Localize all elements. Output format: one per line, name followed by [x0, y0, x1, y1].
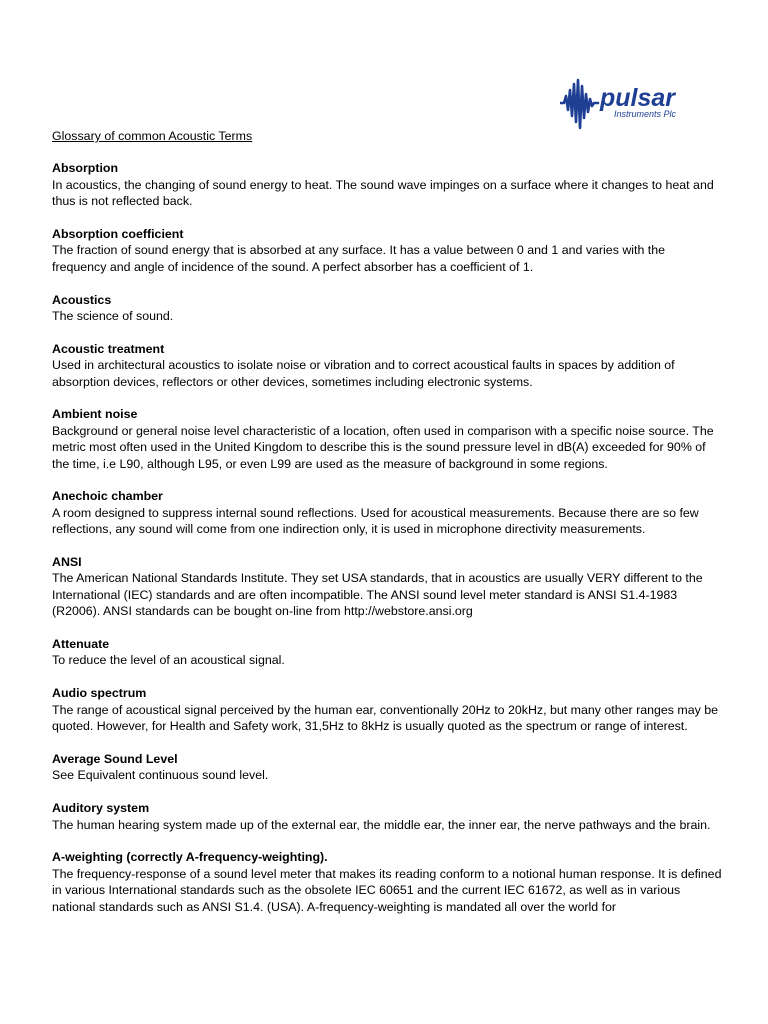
glossary-entry: [52, 341, 722, 390]
glossary-term: Ambient noise: [52, 407, 138, 422]
glossary-entry: [52, 160, 722, 209]
pulsar-logo-graphic: [560, 72, 710, 134]
glossary-definition: The frequency-response of a sound level meter that makes its reading conform to a notional human response. It is defined in various International standards such as the obsolete IEC 60651 and the current IEC 61672, as well as in various national standards such as ANSI S1.4. (USA). A-frequency-weighting is mandated all over the world for: [52, 866, 722, 914]
page-title: Glossary of common Acoustic Terms: [52, 129, 253, 143]
glossary-entry: [52, 292, 722, 325]
glossary-term: Average Sound Level: [52, 751, 178, 766]
glossary-definition: See Equivalent continuous sound level.: [52, 768, 269, 783]
glossary-definition: The range of acoustical signal perceived by the human ear, conventionally 20Hz to 20kHz, but many other ranges may be quoted. However, for Health and Safety work, 31,5Hz to 8kHz is usually quoted as the spectrum or range of interest.: [52, 702, 719, 734]
glossary-term: ANSI: [52, 555, 82, 570]
glossary-entry: [52, 406, 722, 472]
glossary-definition: To reduce the level of an acoustical signal.: [52, 653, 285, 668]
glossary-entry: [52, 636, 722, 669]
glossary-entry: [52, 488, 722, 537]
glossary-entry: [52, 751, 722, 784]
pulsar-logo: [560, 72, 710, 134]
glossary-term: Attenuate: [52, 637, 110, 652]
glossary-definition: Background or general noise level characteristic of a location, often used in comparison with a specific noise source. The metric most often used in the United Kingdom to describe this is the sound pressure level in dB(A) exceeded for 90% of the time, i.e L90, although L95, or even L99 are used as the measure of background in some regions.: [52, 423, 714, 471]
glossary-term: A-weighting (correctly A-frequency-weighting).: [52, 850, 328, 865]
glossary-term: Audio spectrum: [52, 686, 147, 701]
glossary-term: Anechoic chamber: [52, 489, 163, 504]
glossary-term: Acoustics: [52, 292, 112, 307]
logo-brand-text: pulsar: [600, 84, 676, 112]
glossary-entry: [52, 849, 722, 915]
glossary-term: Auditory system: [52, 801, 150, 816]
glossary-term: Absorption: [52, 161, 119, 176]
glossary-definition: The science of sound.: [52, 309, 174, 324]
glossary-entry: [52, 685, 722, 734]
glossary-content: [52, 128, 722, 931]
glossary-definition: In acoustics, the changing of sound energy to heat. The sound wave impinges on a surface where it changes to heat and thus is not reflected back.: [52, 177, 714, 209]
glossary-definition: The fraction of sound energy that is absorbed at any surface. It has a value between 0 and 1 and varies with the frequency and angle of incidence of the sound. A perfect absorber has a coefficient of 1.: [52, 243, 666, 274]
glossary-entries: [52, 160, 722, 915]
glossary-entry: [52, 554, 722, 620]
glossary-definition: Used in architectural acoustics to isolate noise or vibration and to correct acoustical faults in spaces by addition of absorption devices, reflectors or other devices, sometimes including electronic systems.: [52, 358, 675, 389]
glossary-definition: A room designed to suppress internal sound reflections. Used for acoustical measurements. Because there are so few reflections, any sound will come from one indirection only, it is used in microphone directivity measurements.: [52, 505, 699, 537]
waveform-icon: [560, 80, 598, 128]
glossary-term: Acoustic treatment: [52, 341, 165, 356]
glossary-entry: [52, 800, 722, 833]
glossary-definition: The human hearing system made up of the external ear, the middle ear, the inner ear, the nerve pathways and the brain.: [52, 817, 711, 832]
glossary-definition: The American National Standards Institute. They set USA standards, that in acoustics are usually VERY different to the International (IEC) standards and are often incompatible. The ANSI sound level meter standard is ANSI S1.4-1983 (R2006). ANSI standards can be bought on-line from http://webstore.ansi.org: [52, 571, 703, 619]
glossary-term: Absorption coefficient: [52, 227, 184, 242]
logo-tagline-text: Instruments Plc: [614, 109, 677, 119]
glossary-entry: [52, 226, 722, 275]
